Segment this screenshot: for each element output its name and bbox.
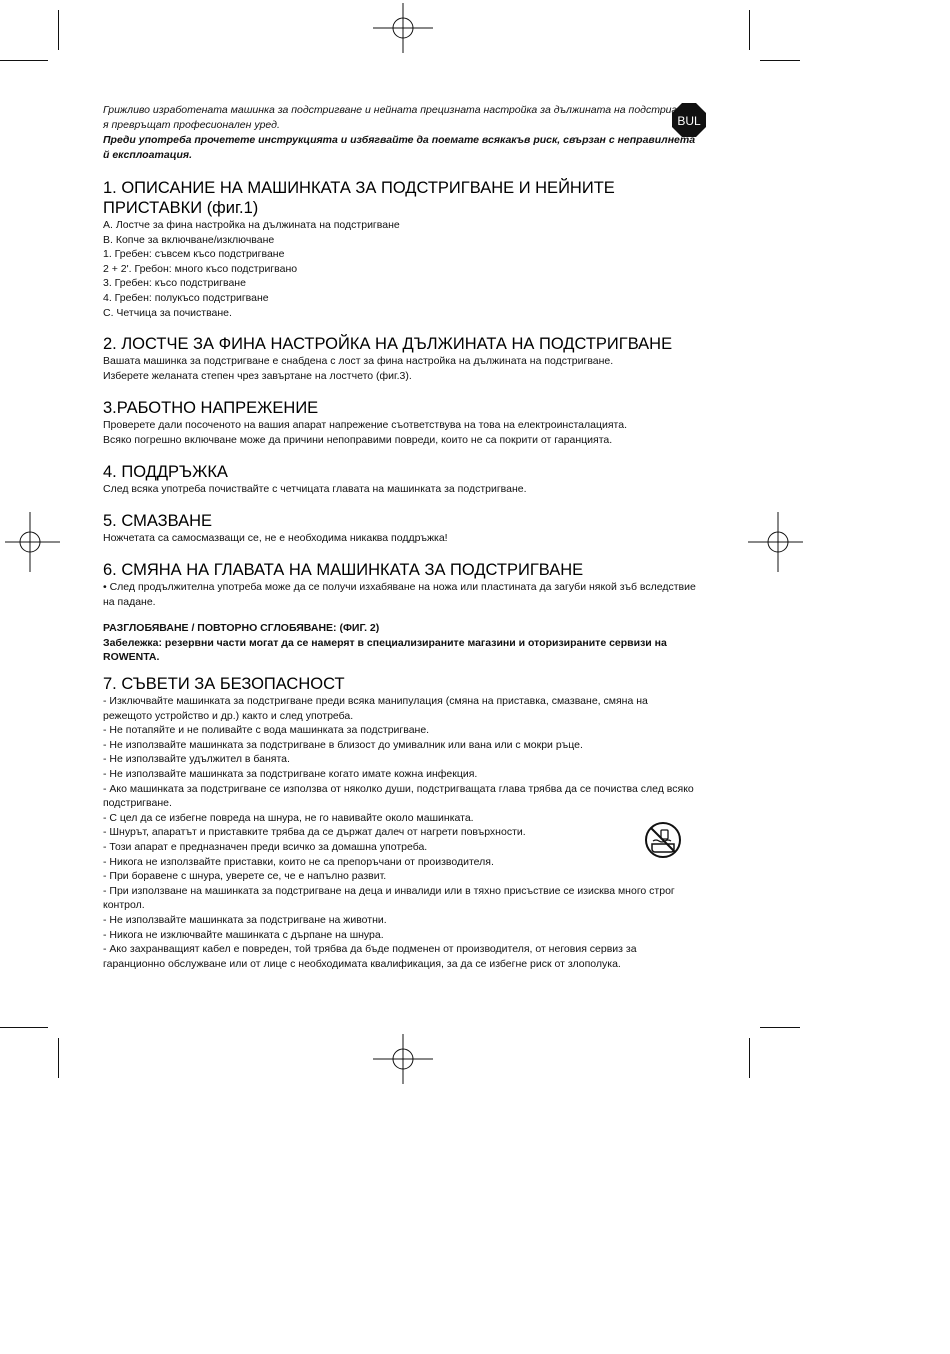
list-item: - Не потапяйте и не поливайте с вода машинката за подстригване.: [103, 724, 430, 737]
list-item: С. Четчица за почистване.: [103, 306, 232, 319]
list-item: - Не използвайте машинката за подстригване когато имате кожна инфекция.: [103, 767, 478, 780]
list-item: - Ако захранващият кабел е повреден, той трябва да бъде подменен от производителя, от неговия сервиз за гаранционно обслужване или от лице с необходимата квалификация, за да се избегне риск от злополука.: [103, 943, 637, 970]
intro-text: Грижливо изработената машинка за подстригване и нейната прецизната настройка за дължината на подстригване я превръщат професионален уред.: [103, 104, 700, 131]
list-item: - Не използвайте машинката за подстригване на животни.: [103, 913, 387, 926]
section-title: 3.РАБОТНО НАПРЕЖЕНИЕ: [103, 399, 319, 417]
intro-warning: Преди употреба прочетете инструкцията и избягвайте да поемате всякакъв риск, свързан с неправилнета й експлоатация.: [103, 134, 696, 161]
list-item: - Шнурът, апаратът и приставките трябва да се държат далеч от нагрети повърхности.: [103, 826, 526, 839]
list-item: - Не използвайте машинката за подстригване в близост до умивалник или вана или с мокри ръце.: [103, 738, 583, 751]
registration-mark-icon: [373, 1029, 433, 1089]
crop-mark: [760, 1027, 800, 1028]
paragraph: Ножчетата са самосмазващи се, не е необходима никаква поддръжка!: [103, 532, 448, 544]
safety-list: [103, 694, 698, 971]
section-title: 6. СМЯНА НА ГЛАВАТА НА МАШИНКАТА ЗА ПОДСТРИГВАНЕ: [103, 561, 584, 579]
list-item: - Този апарат е предназначен преди всичко за домашна употреба.: [103, 840, 428, 853]
spare-parts-note: Забележка: резервни части могат да се намерят в специализираните магазини и оторизираните сервизи на ROWENTA.: [103, 636, 667, 664]
paragraph: Вашата машинка за подстригване е снабдена с лост за фина настройка на дължината на подстригване.: [103, 355, 614, 367]
crop-mark: [749, 10, 750, 50]
list-item: А. Лостче за фина настройка на дължината на подстригване: [103, 219, 400, 231]
list-item: В. Копче за включване/изключване: [103, 233, 275, 246]
section-title: 5. СМАЗВАНЕ: [103, 512, 212, 530]
registration-mark-icon: [748, 512, 808, 572]
section-title: 1. ОПИСАНИЕ НА МАШИНКАТА ЗА ПОДСТРИГВАНЕ И НЕЙНИТЕ ПРИСТАВКИ (фиг.1): [103, 179, 615, 217]
no-water-icon: [643, 820, 683, 860]
paragraph: Проверете дали посоченото на вашия апарат напрежение съответствува на това на електроинсталацията.: [103, 419, 627, 431]
registration-mark-icon: [0, 512, 60, 572]
section-title: 2. ЛОСТЧЕ ЗА ФИНА НАСТРОЙКА НА ДЪЛЖИНАТА НА ПОДСТРИГВАНЕ: [103, 335, 673, 353]
parts-list: [103, 218, 703, 320]
list-item: - С цел да се избегне повреда на шнура, не го навивайте около машинката.: [103, 811, 474, 824]
list-item: 3. Гребен: късо подстригване: [103, 277, 246, 290]
list-item: - Никога не изключвайте машинката с дърпане на шнура.: [103, 928, 384, 941]
section-voltage: [103, 398, 703, 447]
section-fine-adjust: [103, 334, 703, 383]
list-item: - Ако машинката за подстригване се използва от няколко души, подстригващата глава трябва да се почиства след всяко подстригване.: [103, 782, 694, 810]
crop-mark: [58, 10, 59, 50]
list-item: 4. Гребен: полукъсо подстригване: [103, 291, 269, 304]
list-item: - При боравене с шнура, уверете се, че е напълно развит.: [103, 870, 387, 883]
registration-mark-icon: [373, 0, 433, 58]
section-head-replacement: [103, 560, 703, 665]
crop-mark: [749, 1038, 750, 1078]
section-title: 7. СЪВЕТИ ЗА БЕЗОПАСНОСТ: [103, 675, 345, 693]
list-item: 2 + 2'. Гребон: много късо подстригвано: [103, 262, 298, 275]
list-item: - При използване на машинката за подстригване на деца и инвалиди или в тяхно присъствие се изисква много строг контрол.: [103, 884, 675, 912]
section-description: [103, 178, 703, 320]
paragraph: Всяко погрешно включване може да причини непоправими повреди, които не са покрити от гаранцията.: [103, 433, 613, 446]
crop-mark: [0, 60, 48, 61]
badge-label: BUL: [677, 114, 701, 128]
intro: [103, 103, 703, 163]
crop-mark: [0, 1027, 48, 1028]
paragraph: След всяка употреба почиствайте с четчицата главата на машинката за подстригване.: [103, 483, 527, 495]
list-item: - Никога не използвайте приставки, които не са препоръчани от производителя.: [103, 855, 494, 868]
list-item: - Не използвайте удължител в банята.: [103, 753, 290, 766]
paragraph: Изберете желаната степен чрез завъртане на лостчето (фиг.3).: [103, 369, 412, 382]
section-title: 4. ПОДДРЪЖКА: [103, 463, 228, 481]
crop-mark: [760, 60, 800, 61]
paragraph: • След продължителна употреба може да се получи изхабяване на ножа или пластината да загуби някой зъб вследствие на падане.: [103, 581, 696, 608]
section-lubrication: [103, 511, 703, 546]
section-maintenance: [103, 462, 703, 497]
disassembly-heading: РАЗГЛОБЯВАНЕ / ПОВТОРНО СГЛОБЯВАНЕ: (ФИГ. 2): [103, 622, 380, 635]
list-item: - Изключвайте машинката за подстригване преди всяка манипулация (смяна на приставка, смазване, смяна на режещото устройство и др.) както и след употреба.: [103, 695, 648, 722]
list-item: 1. Гребен: съвсем късо подстригване: [103, 248, 285, 261]
section-safety: [103, 674, 698, 971]
crop-mark: [58, 1038, 59, 1078]
